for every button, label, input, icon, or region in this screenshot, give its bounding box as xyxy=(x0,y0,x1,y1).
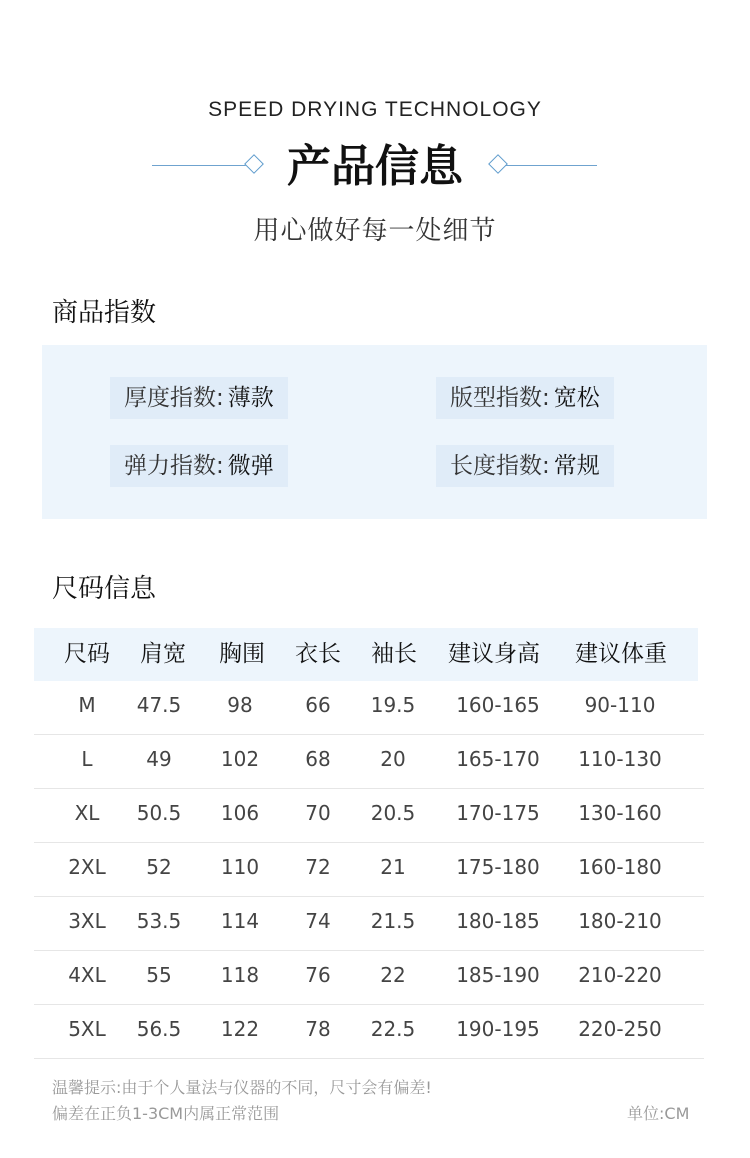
cell-length: 68 xyxy=(305,747,331,771)
cell-sleeve: 19.5 xyxy=(370,693,416,717)
cell-length: 70 xyxy=(305,801,331,825)
cell-sleeve: 20.5 xyxy=(370,801,416,825)
page-title: 产品信息 xyxy=(287,141,463,192)
size-table-header xyxy=(34,628,698,681)
decorative-line-right xyxy=(505,165,597,166)
cell-height: 160-165 xyxy=(456,693,540,717)
cell-weight: 210-220 xyxy=(578,963,662,987)
cell-weight: 220-250 xyxy=(578,1017,662,1041)
cell-chest: 114 xyxy=(220,909,260,933)
cell-sleeve: 22.5 xyxy=(370,1017,416,1041)
index-label: 弹力指数: xyxy=(124,453,224,479)
cell-weight: 160-180 xyxy=(578,855,662,879)
cell-weight: 130-160 xyxy=(578,801,662,825)
cell-length: 78 xyxy=(305,1017,331,1041)
table-row xyxy=(34,1005,704,1059)
page-subtitle: 用心做好每一处细节 xyxy=(253,216,497,246)
column-header-shoulder: 肩宽 xyxy=(140,641,186,667)
cell-length: 76 xyxy=(305,963,331,987)
size-section-title: 尺码信息 xyxy=(52,574,157,604)
cell-sleeve: 21 xyxy=(380,855,406,879)
cell-length: 66 xyxy=(305,693,331,717)
cell-chest: 98 xyxy=(227,693,253,717)
cell-size: XL xyxy=(74,801,100,825)
title-row xyxy=(0,140,750,194)
index-label: 长度指数: xyxy=(450,453,550,479)
column-header-chest: 胸围 xyxy=(219,641,265,667)
cell-height: 180-185 xyxy=(456,909,540,933)
index-item-length xyxy=(436,445,614,487)
cell-chest: 110 xyxy=(220,855,260,879)
cell-weight: 180-210 xyxy=(578,909,662,933)
index-value: 微弹 xyxy=(227,453,274,479)
cell-size: M xyxy=(78,693,96,717)
column-header-height: 建议身高 xyxy=(448,641,540,667)
cell-chest: 122 xyxy=(220,1017,260,1041)
cell-chest: 118 xyxy=(220,963,260,987)
cell-length: 74 xyxy=(305,909,331,933)
cell-size: 4XL xyxy=(68,963,106,987)
column-header-weight: 建议体重 xyxy=(575,641,667,667)
cell-chest: 106 xyxy=(220,801,260,825)
table-row xyxy=(34,843,704,897)
cell-size: L xyxy=(81,747,93,771)
cell-shoulder: 53.5 xyxy=(136,909,182,933)
cell-sleeve: 20 xyxy=(380,747,406,771)
cell-shoulder: 47.5 xyxy=(136,693,182,717)
column-header-sleeve: 袖长 xyxy=(371,641,417,667)
cell-height: 185-190 xyxy=(456,963,540,987)
index-value: 薄款 xyxy=(227,385,274,411)
tolerance-note: 偏差在正负1-3CM内属正常范围 xyxy=(52,1104,280,1123)
index-value: 宽松 xyxy=(553,385,600,411)
index-label: 版型指数: xyxy=(450,385,550,411)
cell-length: 72 xyxy=(305,855,331,879)
cell-height: 165-170 xyxy=(456,747,540,771)
index-value: 常规 xyxy=(553,453,600,479)
cell-shoulder: 55 xyxy=(146,963,172,987)
cell-size: 2XL xyxy=(68,855,106,879)
cell-chest: 102 xyxy=(220,747,260,771)
cell-sleeve: 21.5 xyxy=(370,909,416,933)
table-row xyxy=(34,789,704,843)
column-header-length: 衣长 xyxy=(295,641,341,667)
cell-height: 190-195 xyxy=(456,1017,540,1041)
cell-size: 5XL xyxy=(68,1017,106,1041)
column-header-size: 尺码 xyxy=(64,641,110,667)
cell-sleeve: 22 xyxy=(380,963,406,987)
index-section-title: 商品指数 xyxy=(52,298,157,328)
cell-shoulder: 50.5 xyxy=(136,801,182,825)
cell-weight: 110-130 xyxy=(578,747,662,771)
cell-shoulder: 52 xyxy=(146,855,172,879)
index-panel xyxy=(42,345,707,519)
cell-shoulder: 56.5 xyxy=(136,1017,182,1041)
table-row xyxy=(34,951,704,1005)
index-item-thickness xyxy=(110,377,288,419)
table-row xyxy=(34,735,704,789)
cell-shoulder: 49 xyxy=(146,747,172,771)
cell-height: 175-180 xyxy=(456,855,540,879)
table-row xyxy=(34,681,704,735)
cell-height: 170-175 xyxy=(456,801,540,825)
index-item-elasticity xyxy=(110,445,288,487)
header-english-title: SPEED DRYING TECHNOLOGY xyxy=(208,98,542,121)
index-label: 厚度指数: xyxy=(124,385,224,411)
index-item-fit xyxy=(436,377,614,419)
tip-note: 温馨提示:由于个人量法与仪器的不同，尺寸会有偏差! xyxy=(52,1078,432,1097)
cell-weight: 90-110 xyxy=(584,693,656,717)
cell-size: 3XL xyxy=(68,909,106,933)
unit-label: 单位:CM xyxy=(627,1104,690,1123)
table-row xyxy=(34,897,704,951)
